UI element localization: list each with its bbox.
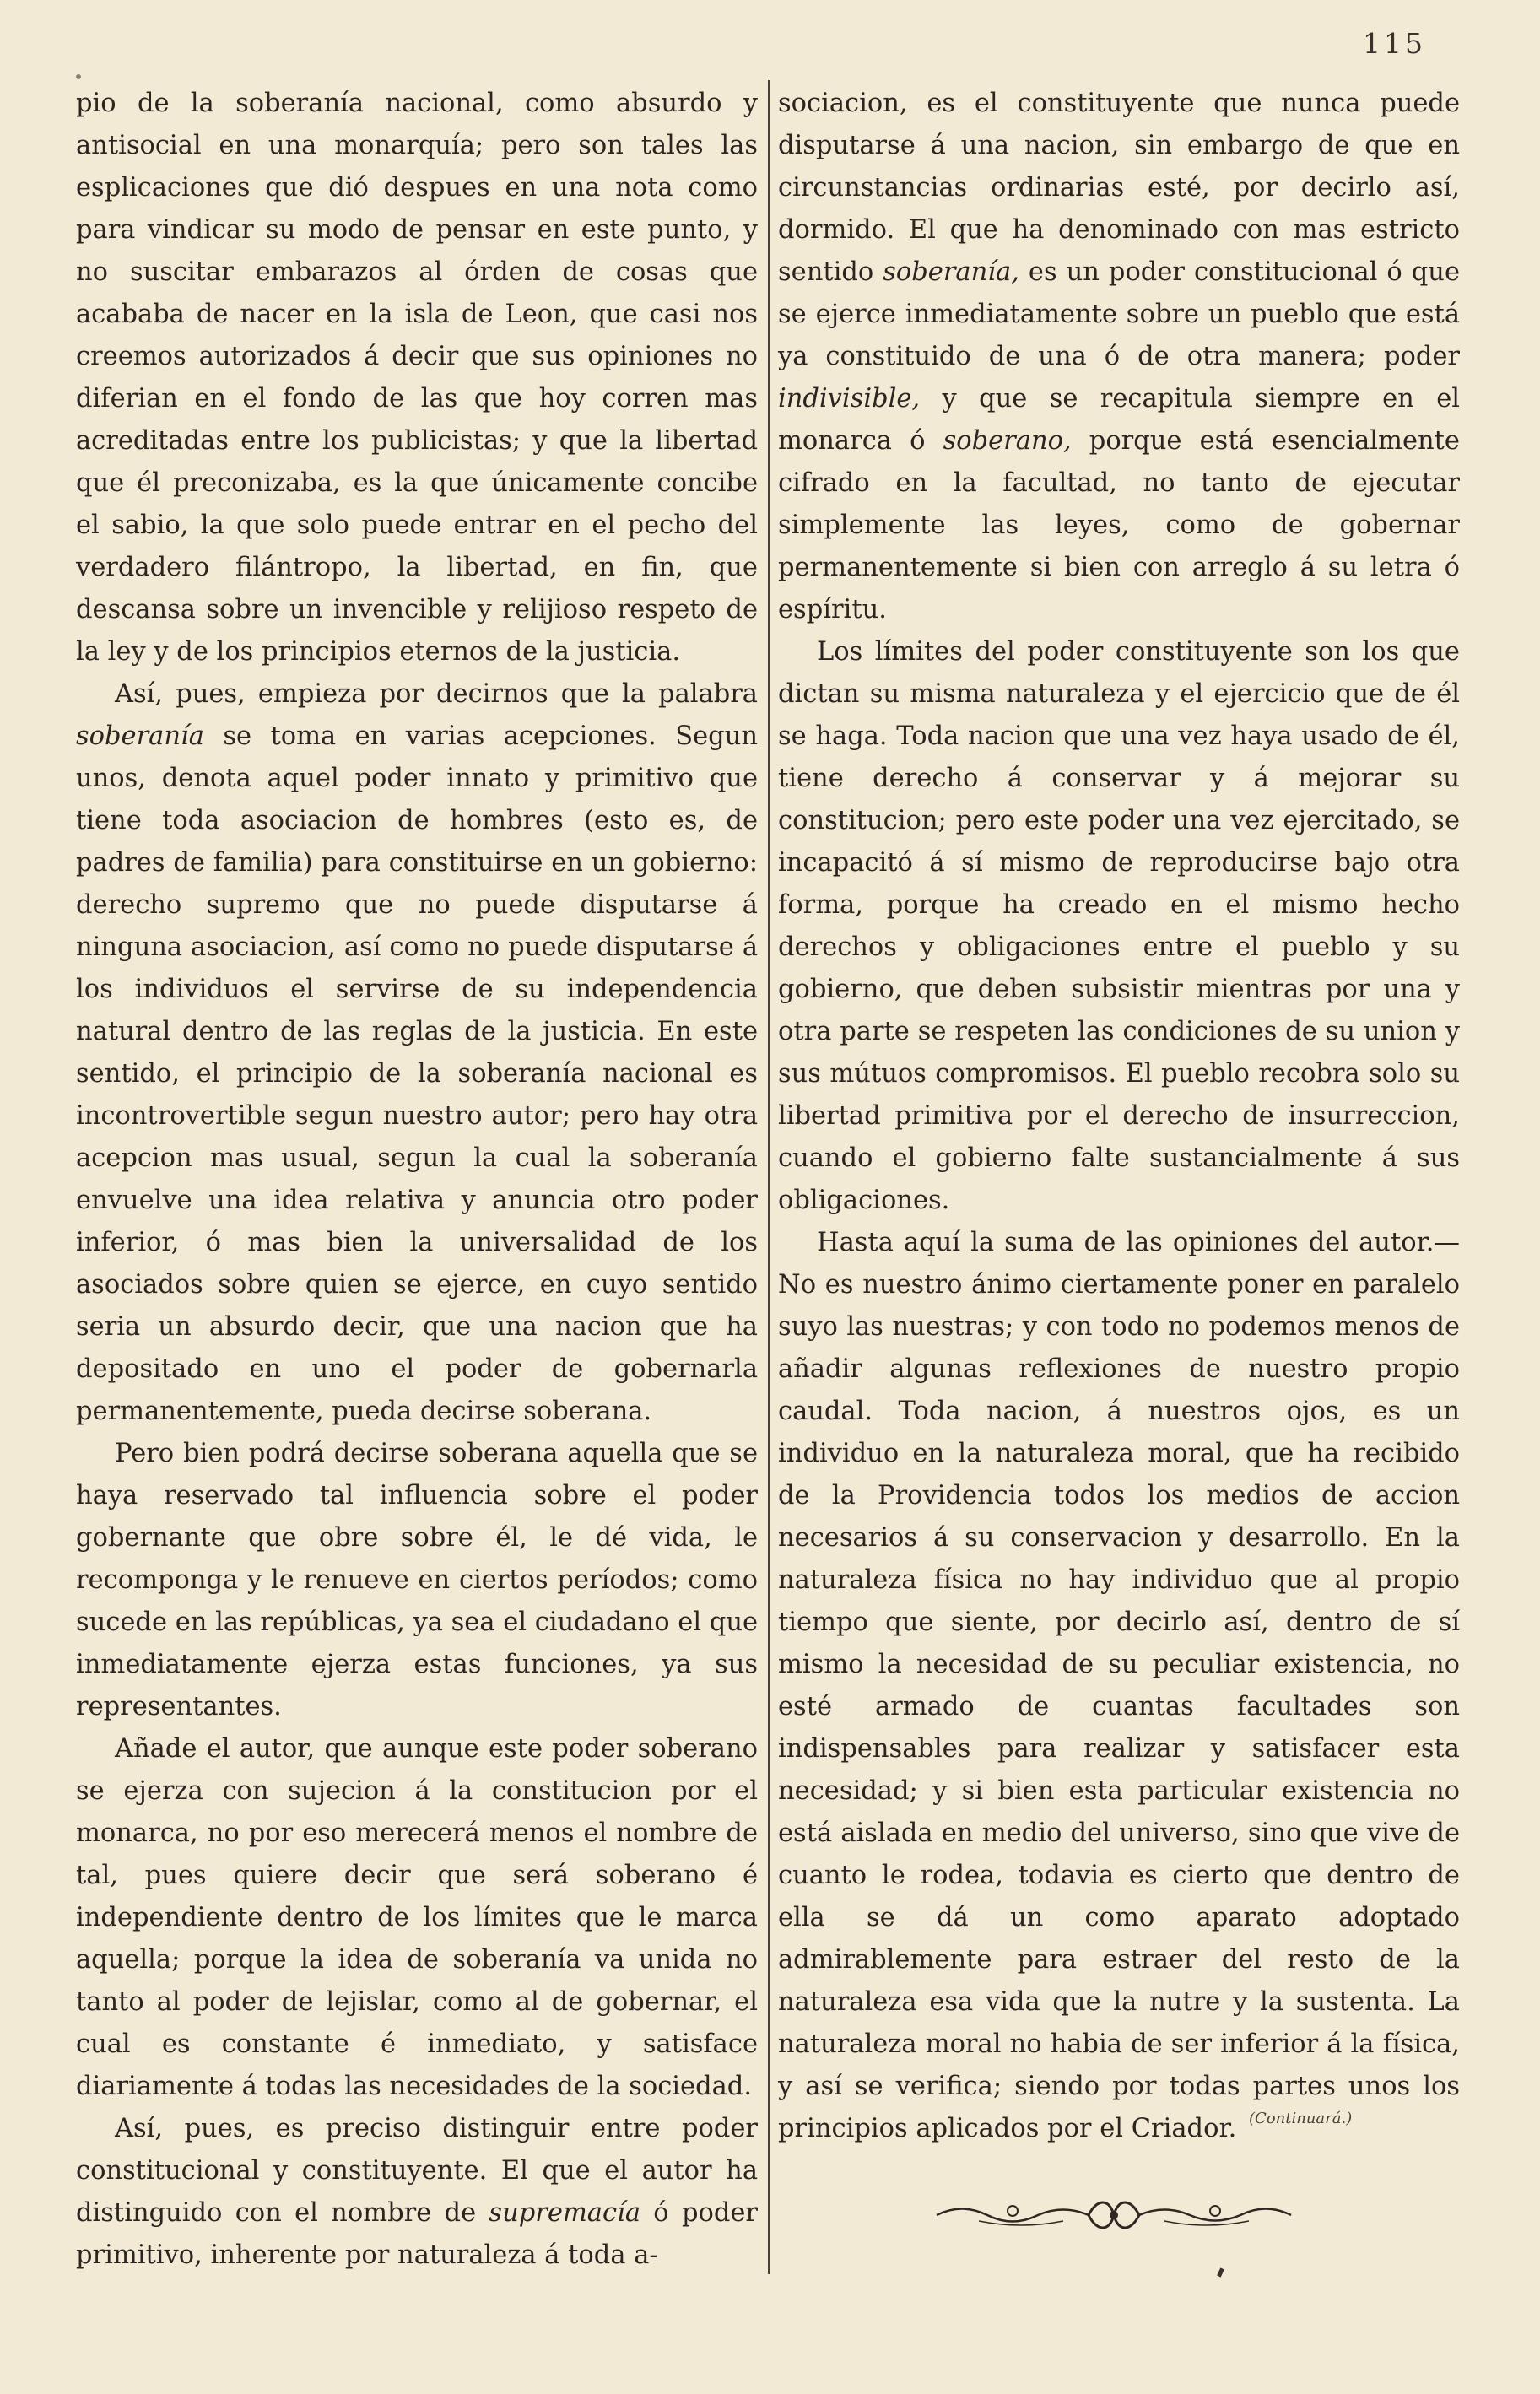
text-run: Así, pues, empieza por decirnos que la palabra	[115, 679, 758, 709]
left-paragraph-2	[76, 673, 758, 1433]
ink-speck	[76, 74, 81, 79]
decorative-scroll-ornament-icon	[928, 2194, 1300, 2236]
text-run: es un poder constitucional ó que se ejerce inmediatamente sobre un pueblo que está ya constituido de una ó de otra manera; poder	[778, 257, 1460, 371]
text-run: ó poder primitivo, inherente por naturaleza á toda a-	[76, 2198, 758, 2270]
text-run: se toma en varias acepciones. Segun unos, denota aquel poder innato y primitivo que tiene toda asociacion de hombres (esto es, de padres de familia) para constituirse en un gobierno: derecho supremo que no puede disputarse á ninguna asociacion, así como no puede disputarse á los individuos el servirse de su independencia natural dentro de las reglas de la justicia. En este sentido, el principio de la soberanía nacional es incontrovertible segun nuestro autor; pero hay otra acepcion mas usual, segun la cual la soberanía envuelve una idea relativa y anuncia otro poder inferior, ó mas bien la universalidad de los asociados sobre quien se ejerce, en cuyo sentido seria un absurdo decir, que una nacion que ha depositado en uno el poder de gobernarla permanentemente, pueda decirse soberana.	[76, 721, 758, 1426]
text-run: y que se recapitula siempre en el monarca ó	[778, 384, 1460, 456]
italic-term: soberanía,	[883, 257, 1019, 287]
left-paragraph-5	[76, 2108, 758, 2277]
left-paragraph-4: Añade el autor, que aunque este poder soberano se ejerza con sujecion á la constitucion por el monarca, no por eso merecerá menos el nombre de tal, pues quiere decir que será soberano é independiente dentro de los límites que le marca aquella; porque la idea de soberanía va unida no tanto al poder de lejislar, como al de gobernar, el cual es constante é inmediato, y satisface diariamente á todas las necesidades de la sociedad.	[76, 1734, 758, 2101]
italic-term: soberanía	[76, 721, 204, 751]
right-column	[778, 83, 1460, 2150]
ink-mark	[1217, 2267, 1224, 2277]
page-number: 115	[1363, 27, 1426, 60]
right-paragraph-2: Los límites del poder constituyente son los que dictan su misma naturaleza y el ejercicio que de él se haga. Toda nacion que una vez haya usado de él, tiene derecho á conservar y á mejorar su constitucion; pero este poder una vez ejercitado, se incapacitó á sí mismo de reproducirse bajo otra forma, porque ha creado en el mismo hecho derechos y obligaciones entre el pueblo y su gobierno, que deben subsistir mientras por una y otra parte se respeten las condiciones de su union y sus mútuos compromisos. El pueblo recobra solo su libertad primitiva por el derecho de insurreccion, cuando el gobierno falte sustancialmente á sus obligaciones.	[778, 637, 1460, 1215]
right-paragraph-1	[778, 83, 1460, 631]
left-paragraph-1: pio de la soberanía nacional, como absurdo y antisocial en una monarquía; pero son tales las esplicaciones que dió despues en una nota como para vindicar su modo de pensar en este punto, y no suscitar embarazos al órden de cosas que acababa de nacer en la isla de Leon, que casi nos creemos autorizados á decir que sus opiniones no diferian en el fondo de las que hoy corren mas acreditadas entre los publicistas; y que la libertad que él preconizaba, es la que únicamente concibe el sabio, la que solo puede entrar en el pecho del verdadero filántropo, la libertad, en fin, que descansa sobre un invencible y relijioso respeto de la ley y de los principios eternos de la justicia.	[76, 89, 758, 667]
italic-term: soberano,	[943, 426, 1072, 456]
left-paragraph-3: Pero bien podrá decirse soberana aquella que se haya reservado tal influencia sobre el poder gobernante que obre sobre él, le dé vida, le recomponga y le renueve en ciertos períodos; como sucede en las repúblicas, ya sea el ciudadano el que inmediatamente ejerza estas funciones, ya sus representantes.	[76, 1439, 759, 1721]
italic-term: indivisible,	[778, 384, 921, 413]
text-run: sociacion, es el constituyente que nunca puede disputarse á una nacion, sin embargo de que en circunstancias ordinarias esté, por decirlo así, dormido. El que ha denominado con mas estricto sentido	[778, 89, 1460, 287]
continuation-note: (Continuará.)	[1249, 2110, 1353, 2127]
right-paragraph-3: Hasta aquí la suma de las opiniones del autor.—No es nuestro ánimo ciertamente poner en paralelo suyo las nuestras; y con todo no podemos menos de añadir algunas reflexiones de nuestro propio caudal. Toda nacion, á nuestros ojos, es un individuo en la naturaleza moral, que ha recibido de la Providencia todos los medios de accion necesarios á su conservacion y desarrollo. En la naturaleza física no hay individuo que al propio tiempo que siente, por decirlo así, dentro de sí mismo la necesidad de su peculiar existencia, no esté armado de cuantas facultades son indispensables para realizar y satisfacer esta necesidad; y si bien esta particular existencia no está aislada en medio del universo, sino que vive de cuanto le rodea, todavia es cierto que dentro de ella se dá un como aparato adoptado admirablemente para estraer del resto de la naturaleza esa vida que la nutre y la sustenta. La naturaleza moral no habia de ser inferior á la física, y así se verifica; siendo por todas partes unos los principios aplicados por el Criador.	[778, 1228, 1460, 2143]
text-run: porque está esencialmente cifrado en la facultad, no tanto de ejecutar simplemente las leyes, como de gobernar permanentemente si bien con arreglo á su letra ó espíritu.	[778, 426, 1460, 624]
text-run: Así, pues, es preciso distinguir entre poder constitucional y constituyente. El que el autor ha distinguido con el nombre de	[76, 2114, 758, 2228]
italic-term: supremacía	[489, 2198, 640, 2228]
column-divider	[768, 80, 770, 2274]
left-column	[76, 83, 758, 2277]
